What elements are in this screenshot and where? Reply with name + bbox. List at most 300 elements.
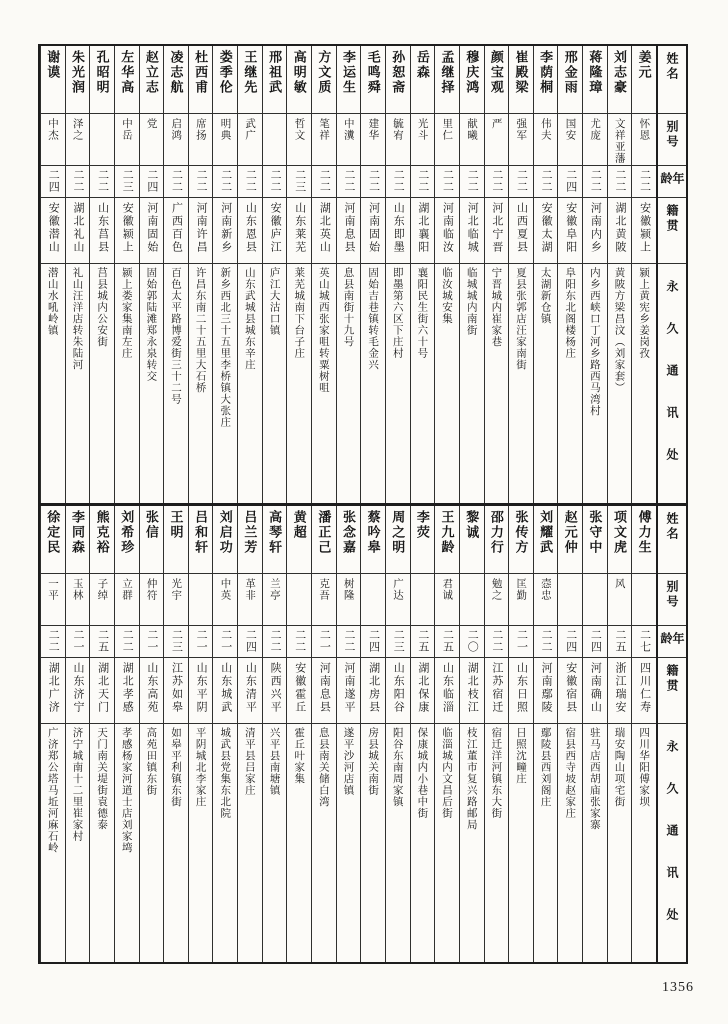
person-address-cell [115,264,139,503]
person-name: 邢金雨 [562,50,578,95]
person-native-cell [558,658,582,724]
person-address-cell [460,724,484,963]
person-alias-cell [485,114,509,166]
person-native-place: 山东高苑 [145,661,158,714]
person-column [410,506,435,963]
person-age: 二二 [441,169,454,193]
person-age-cell [189,166,213,198]
person-alias-cell [583,114,607,166]
person-name-cell [312,46,336,114]
person-name: 杜西甫 [193,50,209,95]
person-alias-cell [164,574,188,626]
person-native-place: 浙江瑞安 [614,661,627,714]
person-alias-cell [287,114,311,166]
person-address-cell [213,724,237,963]
person-name-cell [386,506,410,574]
person-age: 二二 [244,169,257,193]
person-alias-cell [238,114,262,166]
person-alias: 尤庞 [589,118,602,141]
person-name-cell [485,506,509,574]
person-age: 二二 [490,169,503,193]
person-address-cell [361,724,385,963]
person-address-cell [583,264,607,503]
person-age: 二四 [564,169,577,193]
person-address-cell [140,724,164,963]
person-native-place: 湖北英山 [318,202,331,254]
person-alias: 树隆 [342,577,355,601]
person-age-cell [189,626,213,658]
person-name: 赵立志 [143,50,159,95]
person-alias: 玉林 [71,577,84,601]
person-native-place: 河南新乡 [219,202,232,254]
person-age-cell [41,626,65,658]
person-name-cell [361,506,385,574]
person-permanent-address: 黄陂方梁昌汶（刘家套） [613,267,626,394]
person-permanent-address: 日照沈疃庄 [514,726,527,784]
person-native-place: 山东日照 [515,661,528,714]
row-label-permanent-address: 永久通讯处 [665,280,679,490]
person-native-cell [435,198,459,264]
person-native-cell [509,198,533,264]
person-age: 二二 [540,169,553,193]
person-permanent-address: 孝感杨家河道士店刘家塆 [120,726,133,853]
person-column [311,46,336,503]
person-alias: 中英 [219,577,232,601]
person-alias-cell [411,114,435,166]
person-column [360,506,385,963]
person-address-cell [509,724,533,963]
person-native-cell [287,658,311,724]
person-alias-cell [164,114,188,166]
person-age-cell [558,166,582,198]
person-native-place: 湖北礼山 [71,202,84,254]
person-name-cell [66,46,90,114]
person-address-cell [287,724,311,963]
person-name-cell [435,46,459,114]
person-native-cell [583,198,607,264]
person-age: 二一 [515,628,528,653]
person-address-cell [66,724,90,963]
person-native-place: 湖北孝感 [121,661,134,714]
person-age-cell [485,166,509,198]
person-alias: 文祥亚藩 [613,118,626,164]
person-alias-cell [632,574,656,626]
person-address-cell [485,724,509,963]
person-age: 二四 [589,628,602,653]
person-native-place: 山东平阴 [195,661,208,714]
person-native-place: 山东莒县 [96,202,109,254]
row-label-alias: 别号 [665,579,679,610]
person-native-cell [164,658,188,724]
person-native-cell [337,658,361,724]
table-frame [38,44,688,964]
person-name-cell [41,506,65,574]
person-name-cell [534,46,558,114]
person-age-cell [632,166,656,198]
person-alias: 风 [613,577,626,589]
person-alias: 国安 [564,118,577,141]
person-name-cell [189,46,213,114]
person-address-cell [287,264,311,503]
person-name: 李运生 [340,50,356,95]
person-age: 二二 [269,169,282,193]
person-name-cell [90,46,114,114]
person-column [459,46,484,503]
person-age-cell [115,626,139,658]
person-name: 孔昭明 [94,50,110,95]
person-column [459,506,484,963]
person-column [65,506,90,963]
person-name-cell [608,46,632,114]
person-name: 刘志豪 [612,50,628,95]
person-permanent-address: 瑞安陶山项宅街 [613,726,626,807]
person-alias-cell [115,574,139,626]
person-age: 二二 [170,169,183,193]
person-permanent-address: 城武县党集东北院 [219,726,232,819]
person-native-place: 湖北广济 [47,661,60,714]
person-age: 二四 [564,628,577,653]
person-native-place: 广西百色 [170,202,183,254]
person-name: 方文质 [316,50,332,95]
person-permanent-address: 临汝城安集 [441,267,454,325]
person-address-cell [90,264,114,503]
person-name-cell [164,506,188,574]
person-column [533,506,558,963]
person-name-cell [337,506,361,574]
person-column [336,46,361,503]
person-alias: 中杰 [47,118,60,141]
person-alias: 一平 [47,577,60,601]
person-age: 二五 [441,628,454,653]
person-age-cell [90,626,114,658]
person-address-cell [337,724,361,963]
person-permanent-address: 英山城西张家咀转粟树咀 [317,267,330,394]
person-name: 王明 [168,509,184,540]
person-age-cell [337,166,361,198]
person-name: 傅力生 [636,509,652,555]
person-address-cell [632,264,656,503]
person-name-cell [41,46,65,114]
person-permanent-address: 夏县张郭店汪家南街 [514,267,527,371]
person-name: 张信 [143,509,159,540]
person-permanent-address: 许昌东南二十五里大石桥 [194,267,207,394]
person-native-cell [534,198,558,264]
person-address-cell [460,264,484,503]
person-permanent-address: 即墨第六区下庄村 [391,267,404,359]
person-permanent-address: 广济郑公塔马坵河麻石岭 [46,726,59,853]
person-permanent-address: 临淄城内文昌后街 [441,726,454,819]
person-age-cell [509,626,533,658]
directory-table-top [40,46,686,503]
person-age-cell [90,166,114,198]
person-alias-cell [337,114,361,166]
person-native-place: 安徽潜山 [47,202,60,254]
person-age-cell [66,166,90,198]
person-alias-cell [213,114,237,166]
person-column [582,46,607,503]
person-native-place: 湖北房县 [367,661,380,714]
person-name-cell [460,506,484,574]
person-age: 二二 [269,628,282,653]
person-alias-cell [632,114,656,166]
person-native-place: 山东清平 [244,661,257,714]
person-age: 二四 [47,169,60,193]
person-native-cell [238,658,262,724]
person-native-cell [608,198,632,264]
person-permanent-address: 清平县吕家庄 [243,726,256,796]
person-age-cell [534,626,558,658]
person-native-cell [312,198,336,264]
person-permanent-address: 宿迁洋河镇东大街 [490,726,503,819]
person-native-place: 湖北保康 [416,661,429,714]
person-age: 二二 [466,169,479,193]
person-address-cell [189,724,213,963]
person-permanent-address: 阳谷东南周家镇 [391,726,404,807]
person-native-place: 湖北枝江 [466,661,479,714]
person-name: 毛鸣舜 [365,50,381,95]
person-column [212,506,237,963]
row-header-column [656,46,686,503]
person-permanent-address: 百色太平路博爱街三十二号 [170,267,182,405]
person-permanent-address: 内乡西峡口丁河乡路西马湾村 [588,267,601,417]
person-alias: 伟夫 [539,118,552,141]
person-permanent-address: 息县南街十九号 [342,267,355,348]
person-native-place: 安徽阜阳 [564,202,577,254]
person-alias-cell [460,574,484,626]
person-age-cell [435,166,459,198]
person-alias: 克吾 [318,577,331,601]
person-permanent-address: 固始吉巷镇转毛金兴 [367,267,380,371]
person-name: 谢谟 [45,50,61,80]
person-column [533,46,558,503]
person-address-cell [41,264,65,503]
person-column [311,506,336,963]
person-name: 娄季伦 [217,50,233,95]
person-native-cell [41,658,65,724]
person-age: 二七 [638,628,651,653]
person-name: 张传方 [513,509,529,555]
person-permanent-address: 庐江大沽口镇 [268,267,281,336]
row-label-name-cell [658,506,686,574]
person-age: 二四 [244,628,257,653]
person-name-cell [608,506,632,574]
row-label-name: 姓名 [665,52,679,82]
person-name: 凌志航 [168,50,184,95]
person-native-cell [337,198,361,264]
person-age-cell [386,626,410,658]
person-age: 二五 [614,628,627,653]
person-alias: 建华 [367,118,380,141]
person-age: 二二 [195,169,208,193]
person-name: 赵元仲 [562,509,578,555]
person-native-cell [140,658,164,724]
person-permanent-address: 如皋平利镇东街 [170,726,182,807]
person-alias-cell [411,574,435,626]
row-label-alias: 别号 [665,120,679,150]
person-address-cell [361,264,385,503]
person-native-cell [189,198,213,264]
person-age: 二二 [589,169,602,193]
person-address-cell [140,264,164,503]
person-name: 李荧 [414,509,430,540]
person-age-cell [115,166,139,198]
person-native-place: 山东莱芜 [293,202,306,254]
person-column [262,46,287,503]
person-alias: 中瀵 [342,118,355,141]
person-age: 二二 [367,169,380,193]
person-age: 二一 [71,628,84,653]
person-native-cell [66,198,90,264]
person-name: 徐定民 [45,509,61,555]
person-native-cell [66,658,90,724]
person-age-cell [312,626,336,658]
person-alias-cell [509,574,533,626]
person-name-cell [213,46,237,114]
person-column [508,46,533,503]
person-age-cell [213,166,237,198]
person-native-place: 安徽太湖 [540,202,553,254]
person-age: 二二 [342,628,355,653]
person-permanent-address: 天门南关堤街袁德泰 [96,726,109,830]
person-age: 二三 [121,169,134,193]
person-native-cell [435,658,459,724]
person-age: 二二 [416,169,429,193]
person-name-cell [509,46,533,114]
person-alias-cell [534,114,558,166]
row-label-alias-cell [658,114,686,166]
person-native-place: 江苏宿迁 [490,661,503,714]
directory-table-bottom [40,503,686,963]
person-native-cell [213,198,237,264]
person-alias-cell [189,114,213,166]
person-name: 王九龄 [439,509,455,555]
person-age: 二二 [318,169,331,193]
person-alias-cell [608,574,632,626]
person-age-cell [312,166,336,198]
person-name-cell [90,506,114,574]
person-name-cell [485,46,509,114]
person-native-cell [189,658,213,724]
person-native-place: 河南许昌 [195,202,208,254]
person-alias-cell [435,114,459,166]
row-label-native-place: 籍贯 [665,663,679,694]
row-label-name: 姓名 [665,511,679,542]
person-name-cell [238,506,262,574]
person-address-cell [312,724,336,963]
row-label-address-cell [658,724,686,963]
person-address-cell [608,724,632,963]
person-address-cell [411,264,435,503]
person-native-place: 湖北天门 [96,661,109,714]
person-name: 项文虎 [612,509,628,555]
row-label-native-place: 籍贯 [665,204,679,234]
person-native-place: 河南息县 [342,202,355,254]
person-column [484,46,509,503]
person-name-cell [189,506,213,574]
person-name-cell [115,506,139,574]
person-alias-cell [534,574,558,626]
person-age-cell [632,626,656,658]
person-name-cell [583,46,607,114]
person-column [163,506,188,963]
row-header-column [656,506,686,963]
person-native-place: 河南鄢陵 [540,661,553,714]
person-name: 张守中 [587,509,603,555]
person-address-cell [213,264,237,503]
person-address-cell [435,724,459,963]
person-permanent-address: 临城城内南街 [465,267,478,336]
person-address-cell [386,264,410,503]
person-name: 邢祖武 [267,50,283,95]
person-column [434,46,459,503]
person-address-cell [312,264,336,503]
person-alias: 光宇 [170,577,183,601]
person-alias-cell [90,114,114,166]
person-column [89,46,114,503]
person-native-cell [361,198,385,264]
person-alias: 明典 [219,118,232,141]
person-name-cell [558,46,582,114]
person-permanent-address: 宿县西寺坡赵家庄 [564,726,577,819]
person-alias-cell [558,114,582,166]
person-alias: 中岳 [120,118,133,141]
person-age: 二二 [121,628,134,653]
person-age: 二〇 [466,628,479,653]
person-alias-cell [213,574,237,626]
person-native-place: 山西夏县 [515,202,528,254]
person-native-cell [213,658,237,724]
person-alias: 强军 [515,118,528,141]
person-alias-cell [189,574,213,626]
person-name: 张念嘉 [340,509,356,555]
person-name-cell [164,46,188,114]
person-address-cell [411,724,435,963]
person-address-cell [263,724,287,963]
person-alias-cell [263,574,287,626]
person-age-cell [140,626,164,658]
person-name: 刘耀武 [538,509,554,555]
person-native-place: 河北宁晋 [490,202,503,254]
person-column [360,46,385,503]
person-native-place: 陕西兴平 [269,661,282,714]
person-native-place: 河南临汝 [441,202,454,254]
person-permanent-address: 固始郭陆滩郑永泉转交 [145,267,158,382]
person-native-cell [263,658,287,724]
person-name-cell [140,506,164,574]
person-native-place: 河南确山 [589,661,602,714]
person-native-place: 安徽庐江 [269,202,282,254]
person-address-cell [509,264,533,503]
person-alias-cell [312,114,336,166]
person-column [262,506,287,963]
person-address-cell [164,724,188,963]
person-alias-cell [287,574,311,626]
row-label-age-cell [658,166,686,198]
person-age: 二四 [145,169,158,193]
person-alias-cell [66,574,90,626]
person-name-cell [361,46,385,114]
person-age-cell [361,166,385,198]
person-alias-cell [583,574,607,626]
person-name: 周之明 [390,509,406,555]
person-name: 熊克裕 [94,509,110,555]
person-alias: 里仁 [441,118,454,141]
person-native-cell [312,658,336,724]
person-native-place: 安徽颍上 [638,202,651,254]
person-alias: 毓宥 [392,118,405,141]
person-column [188,46,213,503]
person-native-cell [140,198,164,264]
